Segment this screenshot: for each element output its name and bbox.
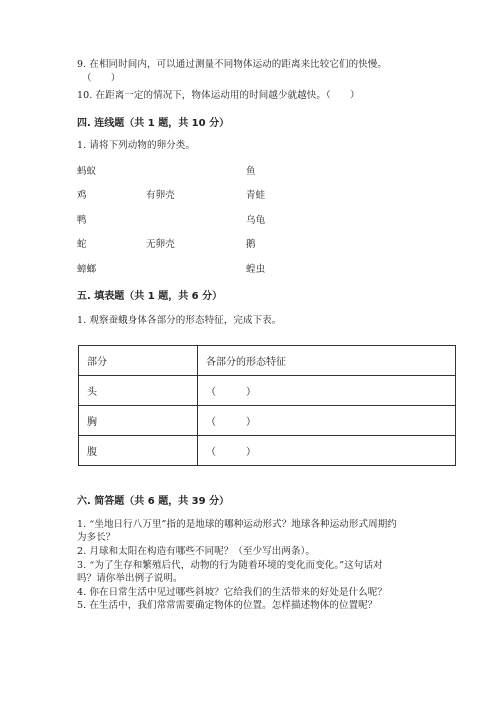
q9-answer-blank: （ ）	[82, 73, 121, 84]
section6-heading: 六. 简答题（共 6 题，共 39 分）	[77, 496, 230, 507]
table-cell: 头	[79, 376, 198, 406]
silkmoth-table	[78, 345, 456, 466]
table-row	[79, 406, 456, 436]
match-right-item: 蝗虫	[246, 264, 266, 275]
question-line: 5. 在生活中，我们常常需要确定物体的位置。怎样描述物体的位置呢？	[77, 600, 378, 611]
table-header-row	[79, 346, 456, 376]
question-line: 3. “为了生存和繁殖后代，动物的行为随着环境的变化而变化。”这句话对	[77, 560, 383, 571]
match-right-item: 青蛙	[246, 190, 266, 201]
match-middle-item: 有卵壳	[146, 190, 175, 201]
question-line: 2. 月球和太阳在构造有哪些不同呢？（至少写出两条）。	[77, 546, 316, 557]
match-left-item: 蛇	[77, 239, 87, 250]
section5-heading: 五. 填表题（共 1 题，共 6 分）	[77, 291, 223, 302]
question-line: 4. 你在日常生活中见过哪些斜坡？它给我们的生活带来的好处是什么呢？	[77, 587, 387, 598]
table-header: 部分	[79, 346, 198, 376]
match-middle-item: 无卵壳	[146, 239, 175, 250]
table-row	[79, 436, 456, 466]
table-cell: （ ）	[198, 436, 456, 466]
question-line: 1. “坐地日行八万里”指的是地球的哪种运动形式？地球各种运动形式周期约	[77, 519, 397, 530]
section4-heading: 四. 连线题（共 1 题，共 10 分）	[77, 118, 230, 129]
question-line: 为多长？	[77, 532, 116, 543]
question-line: 吗？请你举出例子说明。	[77, 573, 183, 584]
table-header: 各部分的形态特征	[198, 346, 456, 376]
q9-line1: 9. 在相同时间内，可以通过测量不同物体运动的距离来比较它们的快慢。	[77, 59, 387, 70]
match-left-item: 蟑螂	[77, 264, 97, 275]
section4-prompt: 1. 请将下列动物的卵分类。	[77, 140, 195, 151]
table-row	[79, 376, 456, 406]
match-left-item: 鸭	[77, 215, 87, 226]
match-right-item: 鱼	[246, 166, 256, 177]
table-cell: （ ）	[198, 376, 456, 406]
match-left-item: 鸡	[77, 190, 87, 201]
table-cell: 胸	[79, 406, 198, 436]
table-cell: （ ）	[198, 406, 456, 436]
match-right-item: 乌龟	[246, 215, 266, 226]
match-right-item: 鹅	[246, 239, 256, 250]
q10-text: 10. 在距离一定的情况下，物体运动用的时间越少就越快。（ ）	[77, 90, 360, 101]
section5-prompt: 1. 观察蚕蛾身体各部分的形态特征，完成下表。	[77, 315, 282, 326]
match-left-item: 蚂蚁	[77, 166, 97, 177]
table-cell: 腹	[79, 436, 198, 466]
